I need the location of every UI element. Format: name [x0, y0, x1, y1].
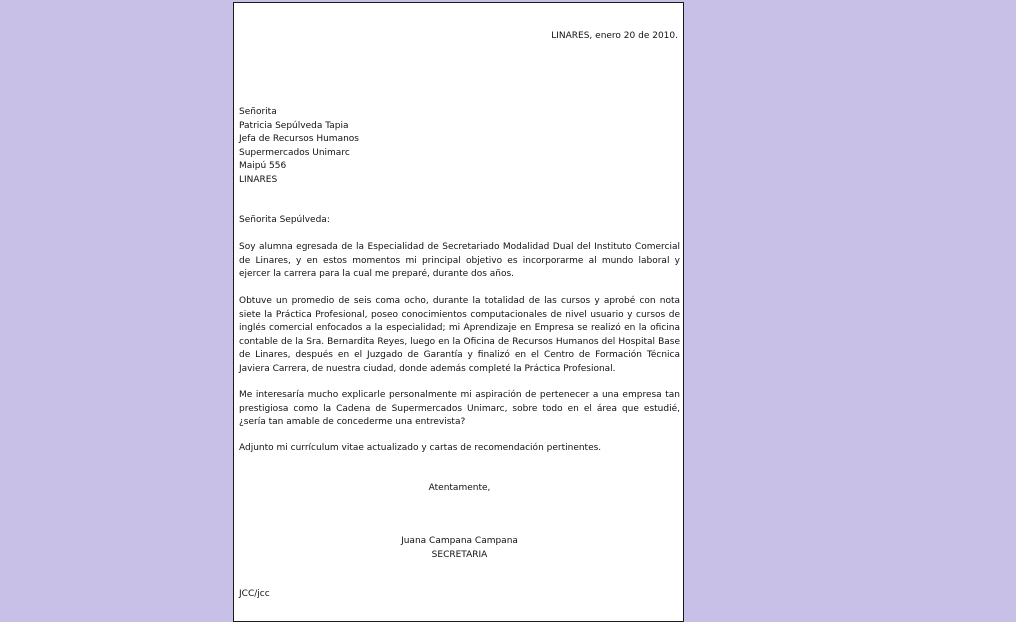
- letter-page: [233, 2, 684, 622]
- recipient-line: Señorita: [239, 107, 277, 117]
- letter-date: LINARES, enero 20 de 2010.: [551, 31, 678, 41]
- closing: Atentamente,: [428, 483, 491, 493]
- signer-name: Juana Campana Campana: [401, 536, 518, 546]
- recipient-block: [239, 106, 679, 187]
- body-paragraph: Me interesaría mucho explicarle personalmente mi aspiración de pertenecer a una empresa tan prestigiosa como la Cadena de Supermercados Unimarc, sobre todo en el área que estudié, ¿sería tan amable de concederme una entrevista?: [239, 390, 680, 427]
- signature-block: [234, 535, 685, 562]
- signer-title: SECRETARIA: [431, 549, 488, 560]
- body-paragraph: Soy alumna egresada de la Especialidad de Secretariado Modalidad Dual del Instituto Comercial de Linares, y en estos momentos mi principal objetivo es incorporarme al mundo laboral y ejercer la carrera para la cual me preparé, durante dos años.: [239, 242, 680, 279]
- body-paragraph: Adjunto mi currículum vitae actualizado y cartas de recomendación pertinentes.: [239, 443, 602, 453]
- salutation: Señorita Sepúlveda:: [239, 215, 330, 225]
- recipient-line: LINARES: [239, 174, 278, 185]
- reference-initials: JCC/jcc: [239, 589, 270, 599]
- recipient-line: Jefa de Recursos Humanos: [239, 134, 359, 144]
- recipient-line: Maipú 556: [239, 161, 287, 171]
- recipient-line: Supermercados Unimarc: [239, 147, 350, 158]
- recipient-line: Patricia Sepúlveda Tapia: [239, 120, 349, 131]
- body-paragraph: Obtuve un promedio de seis coma ocho, durante la totalidad de las cursos y aprobé con nota siete la Práctica Profesional, poseo conocimientos computacionales de nivel usuario y cursos de inglés comercial enfocados a la especialidad; mi Aprendizaje en Empresa se realizó en la oficina contable de la Sra. Bernardita Reyes, luego en la Oficina de Recursos Humanos del Hospital Base de Linares, después en el Juzgado de Garantía y finalizó en el Centro de Formación Técnica Javiera Carrera, de nuestra ciudad, donde además completé la Práctica Profesional.: [239, 296, 680, 374]
